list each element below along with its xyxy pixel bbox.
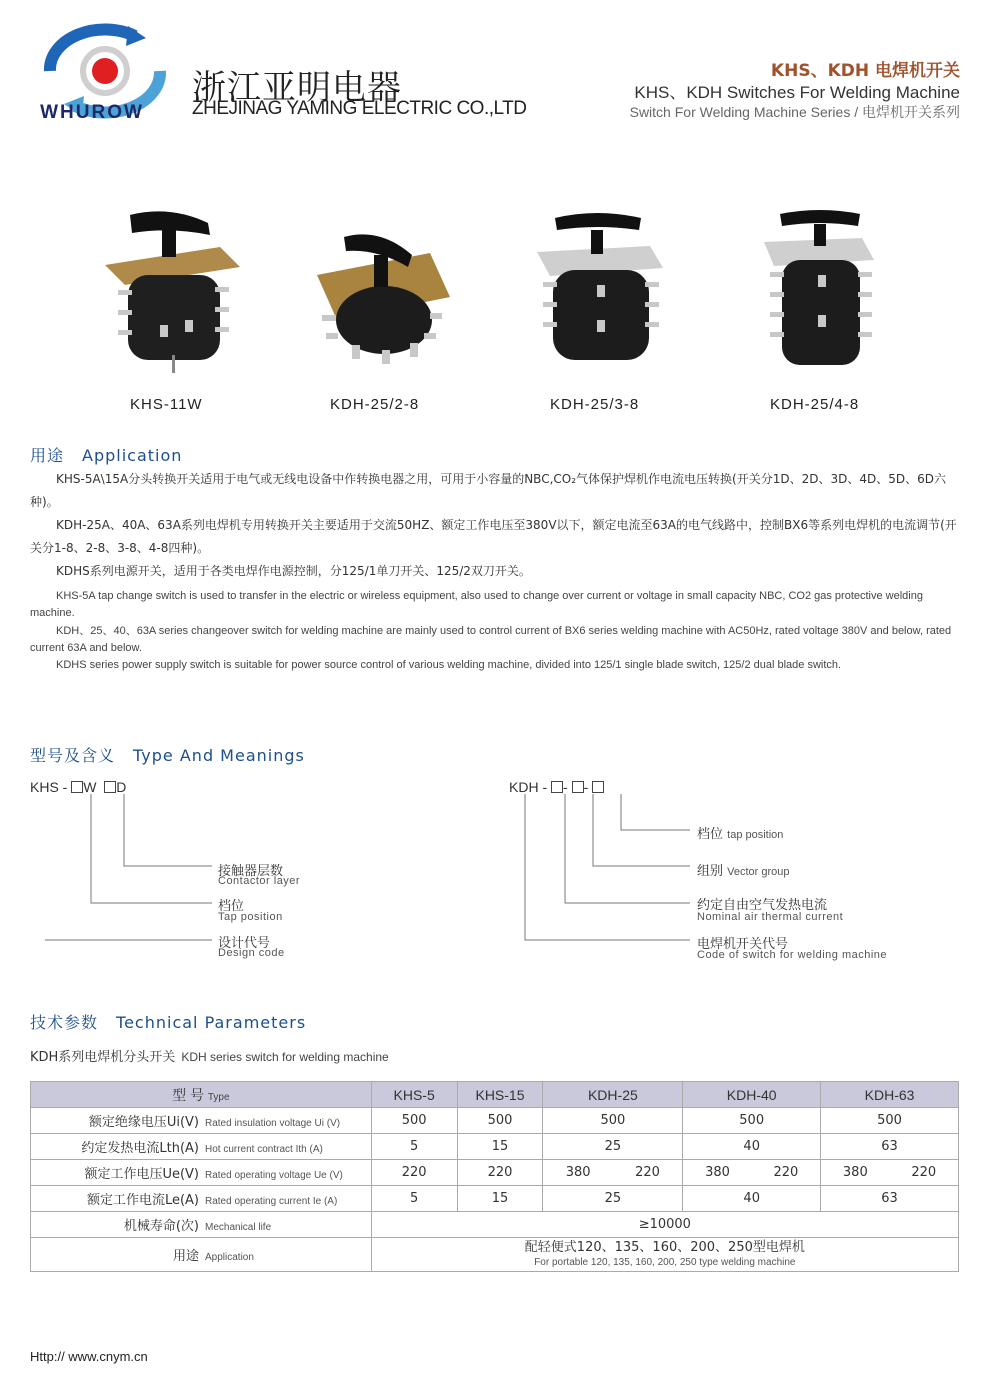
product-caption: KDH-25/3-8 bbox=[550, 396, 640, 413]
row-label: 额定工作电压Ue(V) Rated operating voltage Ue (V) bbox=[31, 1160, 372, 1186]
placeholder-box bbox=[551, 781, 563, 793]
table-row bbox=[31, 1134, 959, 1160]
brand-name: WHUROW bbox=[40, 102, 144, 123]
table-cell: 500 bbox=[821, 1108, 959, 1134]
table-header-cell: KDH-40 bbox=[683, 1082, 821, 1108]
paragraph: KDH-25A、40A、63A系列电焊机专用转换开关主要适用于交流50HZ、额定工作电压至380V以下，额定电流至63A的电气线路中，控制BX6等系列电焊机的电流调节(开关分1-8、2-8、3-8、4-8四种)。 bbox=[30, 518, 957, 555]
table-header-cell: KDH-63 bbox=[821, 1082, 959, 1108]
website-link[interactable]: Http:// www.cnym.cn bbox=[30, 1349, 148, 1364]
row-label: 约定发热电流Lth(A) Hot current contract Ith (A) bbox=[31, 1134, 372, 1160]
table-row bbox=[31, 1212, 959, 1238]
table-caption: KDH系列电焊机分头开关 KDH series switch for welding machine bbox=[30, 1050, 389, 1065]
product-caption: KDH-25/2-8 bbox=[330, 396, 420, 413]
technical-parameters-table bbox=[30, 1081, 959, 1272]
table-row bbox=[31, 1186, 959, 1212]
series-title-en: KHS、KDH Switches For Welding Machine bbox=[634, 83, 960, 102]
paragraph: KHS-5A tap change switch is used to transfer in the electric or wireless equipment, also used to change over current or voltage in small capacity NBC, CO2 gas protective welding machine. bbox=[30, 590, 923, 620]
table-row bbox=[31, 1160, 959, 1186]
khs-label-tap-position: 档位 bbox=[218, 899, 245, 914]
khs-label-contactor-layer: 接触器层数 bbox=[218, 864, 284, 879]
table-cell: 500 bbox=[543, 1108, 683, 1134]
table-header-cell: KHS-15 bbox=[457, 1082, 543, 1108]
series-subtitle: Switch For Welding Machine Series / 电焊机开关系列 bbox=[629, 104, 960, 120]
row-label: 机械寿命(次) Mechanical life bbox=[31, 1212, 372, 1238]
table-header-type: 型 号 Type bbox=[31, 1082, 372, 1108]
paragraph: KDHS series power supply switch is suitable for power source control of various welding machine, divided into 125/1 single blade switch, 125/2 dual blade switch. bbox=[56, 659, 842, 672]
table-cell: 63 bbox=[821, 1186, 959, 1212]
company-name-en: ZHEJINAG YAMING ELECTRIC CO.,LTD bbox=[192, 98, 527, 119]
khs-label-tap-position-en: Tap position bbox=[218, 911, 283, 923]
table-cell: 380 220 bbox=[683, 1160, 821, 1186]
table-cell: 63 bbox=[821, 1134, 959, 1160]
table-header-row bbox=[31, 1082, 959, 1108]
table-header-cell: KHS-5 bbox=[371, 1082, 457, 1108]
table-cell: 25 bbox=[543, 1186, 683, 1212]
khs-model-code: KHS - W D bbox=[30, 779, 127, 795]
table-cell: 40 bbox=[683, 1186, 821, 1212]
paragraph: KDHS系列电源开关，适用于各类电焊作电源控制，分125/1单刀开关、125/2双刀开关。 bbox=[56, 564, 531, 578]
application-heading: 用途 Application bbox=[30, 446, 183, 465]
paragraph: KHS-5A\15A分头转换开关适用于电气或无线电设备中作转换电器之用，可用于小容量的NBC,CO₂气体保护焊机作电流电压转换(开关分1D、2D、3D、4D、5D、6D六种)。 bbox=[30, 472, 946, 509]
table-cell: 220 bbox=[457, 1160, 543, 1186]
product-caption: KHS-11W bbox=[130, 396, 203, 413]
table-cell: 220 bbox=[371, 1160, 457, 1186]
table-cell: 500 bbox=[371, 1108, 457, 1134]
table-row bbox=[31, 1108, 959, 1134]
table-cell: 25 bbox=[543, 1134, 683, 1160]
placeholder-box bbox=[572, 781, 584, 793]
table-header-cell: KDH-25 bbox=[543, 1082, 683, 1108]
kdh-label-tap-position: 档位 tap position bbox=[697, 827, 784, 842]
table-cell: 380 220 bbox=[543, 1160, 683, 1186]
table-cell: 15 bbox=[457, 1186, 543, 1212]
company-name-cn: 浙江亚明电器 bbox=[192, 68, 402, 108]
khs-label-design-code: 设计代号 bbox=[218, 936, 271, 951]
table-cell: 380 220 bbox=[821, 1160, 959, 1186]
khs-label-design-code-en: Design code bbox=[218, 947, 285, 959]
kdh-label-thermal-current-en: Nominal air thermal current bbox=[697, 911, 844, 923]
table-cell: 40 bbox=[683, 1134, 821, 1160]
table-cell: 500 bbox=[457, 1108, 543, 1134]
table-row bbox=[31, 1238, 959, 1272]
row-label: 额定绝缘电压Ui(V) Rated insulation voltage Ui (V) bbox=[31, 1108, 372, 1134]
table-cell: 5 bbox=[371, 1186, 457, 1212]
product-caption: KDH-25/4-8 bbox=[770, 396, 860, 413]
series-title-cn: KHS、KDH 电焊机开关 bbox=[770, 61, 960, 81]
kdh-model-code: KDH - - - bbox=[509, 779, 604, 795]
table-cell: ≥10000 bbox=[371, 1212, 958, 1238]
kdh-label-switch-code-en: Code of switch for welding machine bbox=[697, 949, 888, 961]
type-meanings-heading: 型号及含义 Type And Meanings bbox=[30, 746, 305, 765]
row-label: 用途 Application bbox=[31, 1238, 372, 1272]
table-cell: 5 bbox=[371, 1134, 457, 1160]
table-cell: 500 bbox=[683, 1108, 821, 1134]
technical-parameters-heading: 技术参数 Technical Parameters bbox=[30, 1013, 307, 1032]
placeholder-box bbox=[592, 781, 604, 793]
kdh-label-thermal-current: 约定自由空气发热电流 bbox=[697, 898, 828, 913]
paragraph: KDH、25、40、63A series changeover switch for welding machine are mainly used to control current of BX6 series welding machine with AC50Hz, rated voltage 380V and below, rated current 63A and below. bbox=[30, 624, 952, 654]
table-cell: 15 bbox=[457, 1134, 543, 1160]
row-label: 额定工作电流Le(A) Rated operating current Ie (A) bbox=[31, 1186, 372, 1212]
table-cell: 配轻便式120、135、160、200、250型电焊机 For portable 120, 135, 160, 200, 250 type welding machine bbox=[371, 1238, 958, 1272]
khs-label-contactor-layer-en: Contactor layer bbox=[218, 875, 301, 887]
kdh-label-vector-group: 组别 Vector group bbox=[697, 864, 790, 879]
kdh-label-switch-code: 电焊机开关代号 bbox=[697, 937, 789, 952]
